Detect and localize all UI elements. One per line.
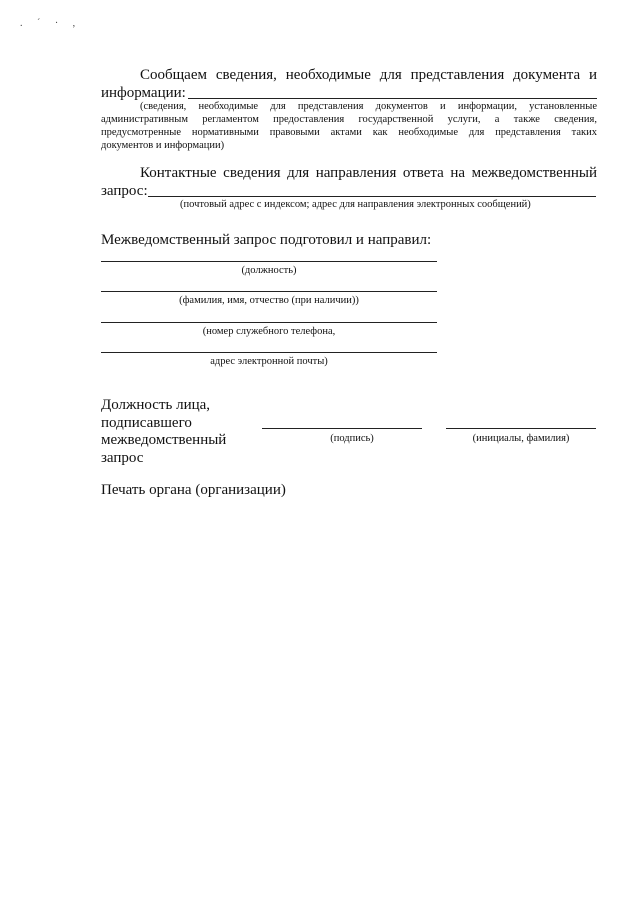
contact-fill-line	[148, 196, 596, 197]
signature-line	[262, 428, 422, 429]
info-note-line-4: документов и информации)	[101, 140, 225, 151]
signer-label-line-2: подписавшего	[101, 415, 192, 431]
prepared-by-title: Межведомственный запрос подготовил и направил:	[101, 232, 432, 248]
phone-line	[101, 322, 437, 323]
signer-label-line-3: межведомственный	[101, 432, 227, 448]
position-caption: (должность)	[241, 265, 297, 276]
info-note-line-3: предусмотренные нормативными правовыми актами как необходимые для представления таких	[101, 127, 597, 138]
email-line	[101, 352, 437, 353]
signer-label-line-4: запрос	[101, 450, 144, 466]
info-note-line-2: административным регламентом предоставления государственной услуги, а также сведения,	[101, 114, 597, 125]
signature-caption: (подпись)	[330, 433, 374, 444]
full-name-line	[101, 291, 437, 292]
signer-label-line-1: Должность лица,	[101, 397, 211, 413]
full-name-caption: (фамилия, имя, отчество (при наличии))	[179, 295, 359, 306]
info-intro-line: Сообщаем сведения, необходимые для представления документа и	[140, 67, 597, 83]
info-note-line-1: (сведения, необходимые для представления документов и информации, установленные	[140, 101, 597, 112]
contact-label: запрос:	[101, 183, 148, 199]
email-caption: адрес электронной почты)	[210, 356, 328, 367]
seal-label: Печать органа (организации)	[101, 482, 286, 498]
contact-note: (почтовый адрес с индексом; адрес для направления электронных сообщений)	[180, 199, 531, 210]
initials-caption: (инициалы, фамилия)	[472, 433, 570, 444]
scan-specks: . ´ · ,	[20, 18, 82, 29]
contact-intro-line: Контактные сведения для направления ответа на межведомственный	[140, 165, 597, 181]
position-line	[101, 261, 437, 262]
phone-caption: (номер служебного телефона,	[202, 326, 336, 337]
initials-line	[446, 428, 596, 429]
info-label: информации:	[101, 85, 186, 101]
info-fill-line	[188, 98, 597, 99]
